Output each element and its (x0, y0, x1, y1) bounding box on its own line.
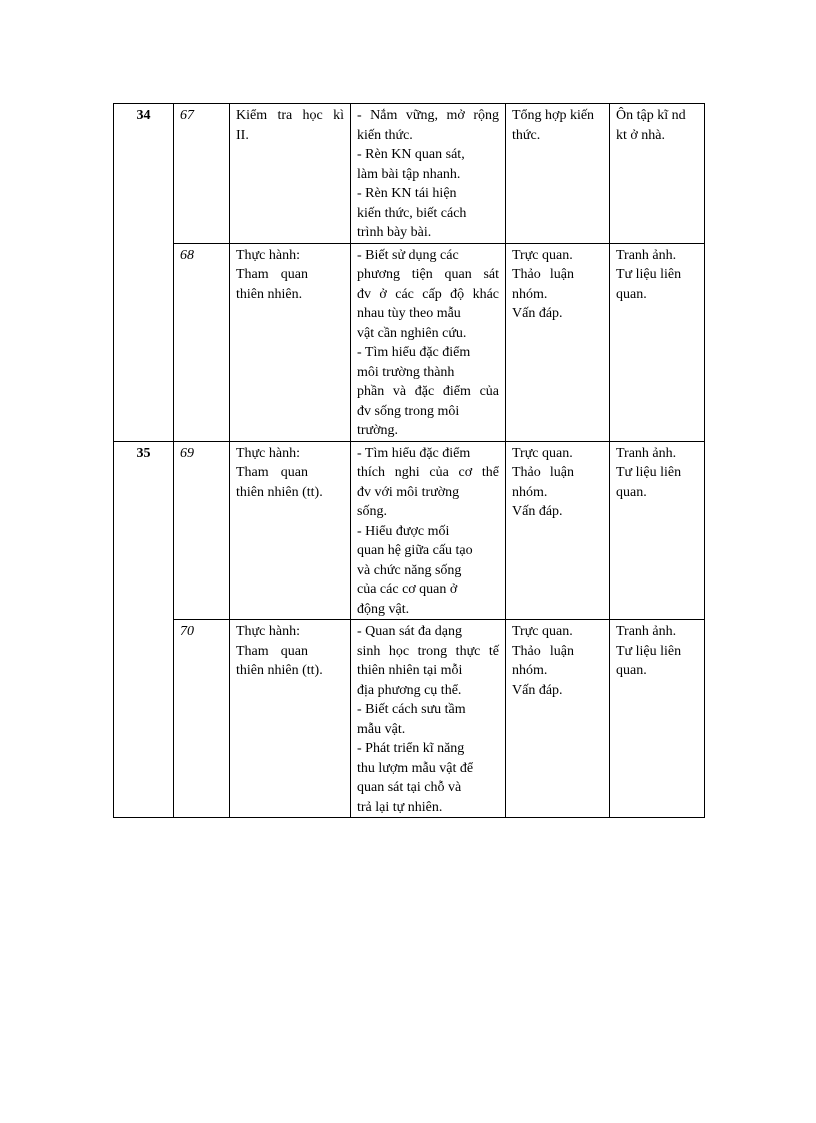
method-line: Thảo luận (512, 643, 574, 659)
objective-line: - Biết sử dụng các (357, 247, 459, 263)
objective-line: - Hiểu được mối (357, 523, 450, 539)
title-line: Kiểm tra học kì (236, 108, 344, 123)
material-line: Tranh ảnh. (616, 624, 677, 639)
lesson-title (230, 620, 351, 818)
lesson-objectives (351, 441, 506, 620)
objective-line: quan sát tại chỗ và (357, 780, 462, 795)
material-line: Ôn tập kĩ nd (616, 108, 686, 123)
objective-line: nhau tùy theo mẫu (357, 306, 461, 321)
title-line: Thực hành: (236, 445, 300, 461)
objective-line: - Phát triển kĩ năng (357, 741, 465, 756)
teaching-materials (610, 441, 705, 620)
lesson-plan-table (113, 103, 705, 818)
title-line: II. (236, 127, 249, 143)
lesson-number: 70 (174, 620, 230, 818)
method-line: thức. (512, 127, 541, 143)
table-row (114, 243, 705, 441)
objective-line: mẫu vật. (357, 721, 406, 737)
table-row (114, 620, 705, 818)
lesson-number: 68 (174, 243, 230, 441)
teaching-materials (610, 620, 705, 818)
objective-line: vật cần nghiên cứu. (357, 325, 467, 341)
lesson-objectives (351, 620, 506, 818)
teaching-methods (506, 243, 610, 441)
objective-line: kiến thức, biết cách (357, 205, 467, 221)
material-line: Tư liệu liên (616, 643, 682, 659)
material-line: quan. (616, 286, 647, 302)
objective-line: - Biết cách sưu tầm (357, 702, 466, 717)
material-line: Tranh ảnh. (616, 445, 677, 461)
objective-line: địa phương cụ thể. (357, 682, 462, 698)
title-line: thiên nhiên (tt). (236, 663, 323, 678)
material-line: quan. (616, 484, 647, 500)
objective-line: - Rèn KN tái hiện (357, 186, 457, 201)
objective-line: trả lại tự nhiên. (357, 799, 443, 815)
method-line: Trực quan. (512, 445, 573, 461)
method-line: Thảo luận (512, 465, 574, 480)
title-line: Thực hành: (236, 247, 300, 263)
material-line: Tư liệu liên (616, 465, 682, 480)
objective-line: phần và đặc điểm của (357, 384, 499, 399)
teaching-materials (610, 104, 705, 244)
method-line: nhóm. (512, 663, 548, 678)
lesson-title (230, 104, 351, 244)
objective-line: kiến thức. (357, 127, 413, 143)
objective-line: - Tìm hiểu đặc điểm (357, 445, 471, 461)
title-line: thiên nhiên. (236, 286, 303, 302)
material-line: kt ở nhà. (616, 127, 666, 143)
material-line: Tư liệu liên (616, 267, 682, 282)
method-line: Tổng hợp kiến (512, 108, 595, 123)
method-line: nhóm. (512, 286, 548, 302)
objective-line: phương tiện quan sát (357, 267, 499, 282)
objective-line: đv ở các cấp độ khác (357, 286, 499, 302)
material-line: quan. (616, 663, 647, 678)
lesson-number: 69 (174, 441, 230, 620)
method-line: Trực quan. (512, 624, 573, 639)
objective-line: sống. (357, 504, 387, 519)
objective-line: đv sống trong môi (357, 403, 460, 419)
objective-line: thiên nhiên tại mỗi (357, 663, 463, 678)
objective-line: - Nắm vững, mở rộng (357, 108, 499, 123)
objective-line: quan hệ giữa cấu tạo (357, 543, 473, 558)
lesson-objectives (351, 243, 506, 441)
method-line: Vấn đáp. (512, 504, 563, 519)
objective-line: làm bài tập nhanh. (357, 166, 461, 182)
table-row (114, 104, 705, 244)
title-line: Tham quan (236, 465, 308, 480)
objective-line: động vật. (357, 601, 410, 617)
title-line: thiên nhiên (tt). (236, 484, 323, 500)
lesson-number: 67 (174, 104, 230, 244)
objective-line: sinh học trong thực tế (357, 643, 499, 659)
teaching-methods (506, 104, 610, 244)
teaching-methods (506, 620, 610, 818)
week-number: 35 (114, 441, 174, 818)
title-line: Tham quan (236, 643, 308, 659)
teaching-materials (610, 243, 705, 441)
objective-line: và chức năng sống (357, 562, 462, 578)
title-line: Tham quan (236, 267, 308, 282)
objective-line: trường. (357, 423, 399, 438)
objective-line: môi trường thành (357, 364, 455, 380)
method-line: Thảo luận (512, 267, 574, 282)
objective-line: trình bày bài. (357, 225, 432, 240)
objective-line: đv với môi trường (357, 484, 460, 500)
objective-line: - Rèn KN quan sát, (357, 147, 465, 162)
objective-line: của các cơ quan ở (357, 582, 458, 597)
table-row (114, 441, 705, 620)
objective-line: - Quan sát đa dạng (357, 624, 462, 639)
method-line: nhóm. (512, 484, 548, 500)
objective-line: thích nghi của cơ thể (357, 465, 499, 480)
objective-line: thu lượm mẫu vật để (357, 760, 474, 776)
title-line: Thực hành: (236, 624, 300, 639)
method-line: Vấn đáp. (512, 682, 563, 698)
lesson-title (230, 243, 351, 441)
week-number: 34 (114, 104, 174, 442)
material-line: Tranh ảnh. (616, 247, 677, 263)
lesson-title (230, 441, 351, 620)
teaching-methods (506, 441, 610, 620)
method-line: Trực quan. (512, 247, 573, 263)
objective-line: - Tìm hiểu đặc điểm (357, 345, 471, 360)
lesson-objectives (351, 104, 506, 244)
method-line: Vấn đáp. (512, 306, 563, 321)
